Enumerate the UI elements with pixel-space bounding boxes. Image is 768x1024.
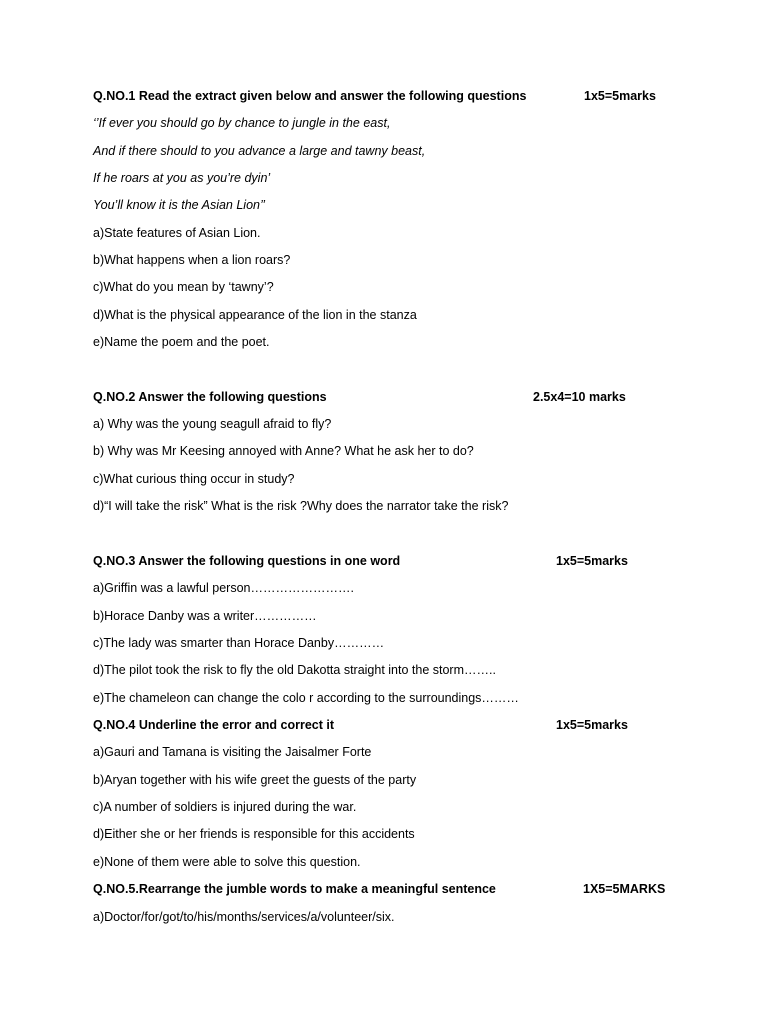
q5-item: a)Doctor/for/got/to/his/months/services/a/volunteer/six. xyxy=(93,910,395,924)
q4-heading: Q.NO.4 Underline the error and correct it xyxy=(93,718,335,732)
q3-item: a)Griffin was a lawful person……………………. xyxy=(93,581,354,595)
q2-item: c)What curious thing occur in study? xyxy=(93,472,295,486)
q3-item: d)The pilot took the risk to fly the old Dakotta straight into the storm…….. xyxy=(93,663,496,677)
q1-extract-line: If he roars at you as you’re dyin’ xyxy=(93,171,271,185)
q2-marks: 2.5x4=10 marks xyxy=(533,390,626,404)
q3-marks: 1x5=5marks xyxy=(556,554,628,568)
q1-item: d)What is the physical appearance of the lion in the stanza xyxy=(93,308,417,322)
q1-item: a)State features of Asian Lion. xyxy=(93,226,261,240)
q5-marks: 1X5=5MARKS xyxy=(583,882,666,896)
q3-item: b)Horace Danby was a writer…………… xyxy=(93,609,317,623)
q1-item: c)What do you mean by ‘tawny’? xyxy=(93,280,274,294)
q1-item: b)What happens when a lion roars? xyxy=(93,253,291,267)
q2-item: a) Why was the young seagull afraid to fly? xyxy=(93,417,332,431)
q4-item: d)Either she or her friends is responsible for this accidents xyxy=(93,827,415,841)
q3-item: e)The chameleon can change the colo r according to the surroundings……… xyxy=(93,691,519,705)
q2-item: b) Why was Mr Keesing annoyed with Anne? What he ask her to do? xyxy=(93,444,474,458)
q4-item: a)Gauri and Tamana is visiting the Jaisalmer Forte xyxy=(93,745,372,759)
q4-marks: 1x5=5marks xyxy=(556,718,628,732)
q5-heading: Q.NO.5.Rearrange the jumble words to make a meaningful sentence xyxy=(93,882,496,896)
q1-extract-line: And if there should to you advance a large and tawny beast, xyxy=(93,144,426,158)
q2-heading: Q.NO.2 Answer the following questions xyxy=(93,390,327,404)
q4-item: b)Aryan together with his wife greet the guests of the party xyxy=(93,773,417,787)
q1-item: e)Name the poem and the poet. xyxy=(93,335,270,349)
q3-heading: Q.NO.3 Answer the following questions in one word xyxy=(93,554,401,568)
q2-item: d)“I will take the risk” What is the risk ?Why does the narrator take the risk? xyxy=(93,499,509,513)
q1-extract-line: ‘’If ever you should go by chance to jungle in the east, xyxy=(93,116,391,130)
q4-item: c)A number of soldiers is injured during the war. xyxy=(93,800,357,814)
q1-extract-line: You’ll know it is the Asian Lion’’ xyxy=(93,198,266,212)
q1-marks: 1x5=5marks xyxy=(584,89,656,103)
q4-item: e)None of them were able to solve this question. xyxy=(93,855,361,869)
q3-item: c)The lady was smarter than Horace Danby………… xyxy=(93,636,385,650)
q1-heading: Q.NO.1 Read the extract given below and answer the following questions xyxy=(93,89,527,103)
